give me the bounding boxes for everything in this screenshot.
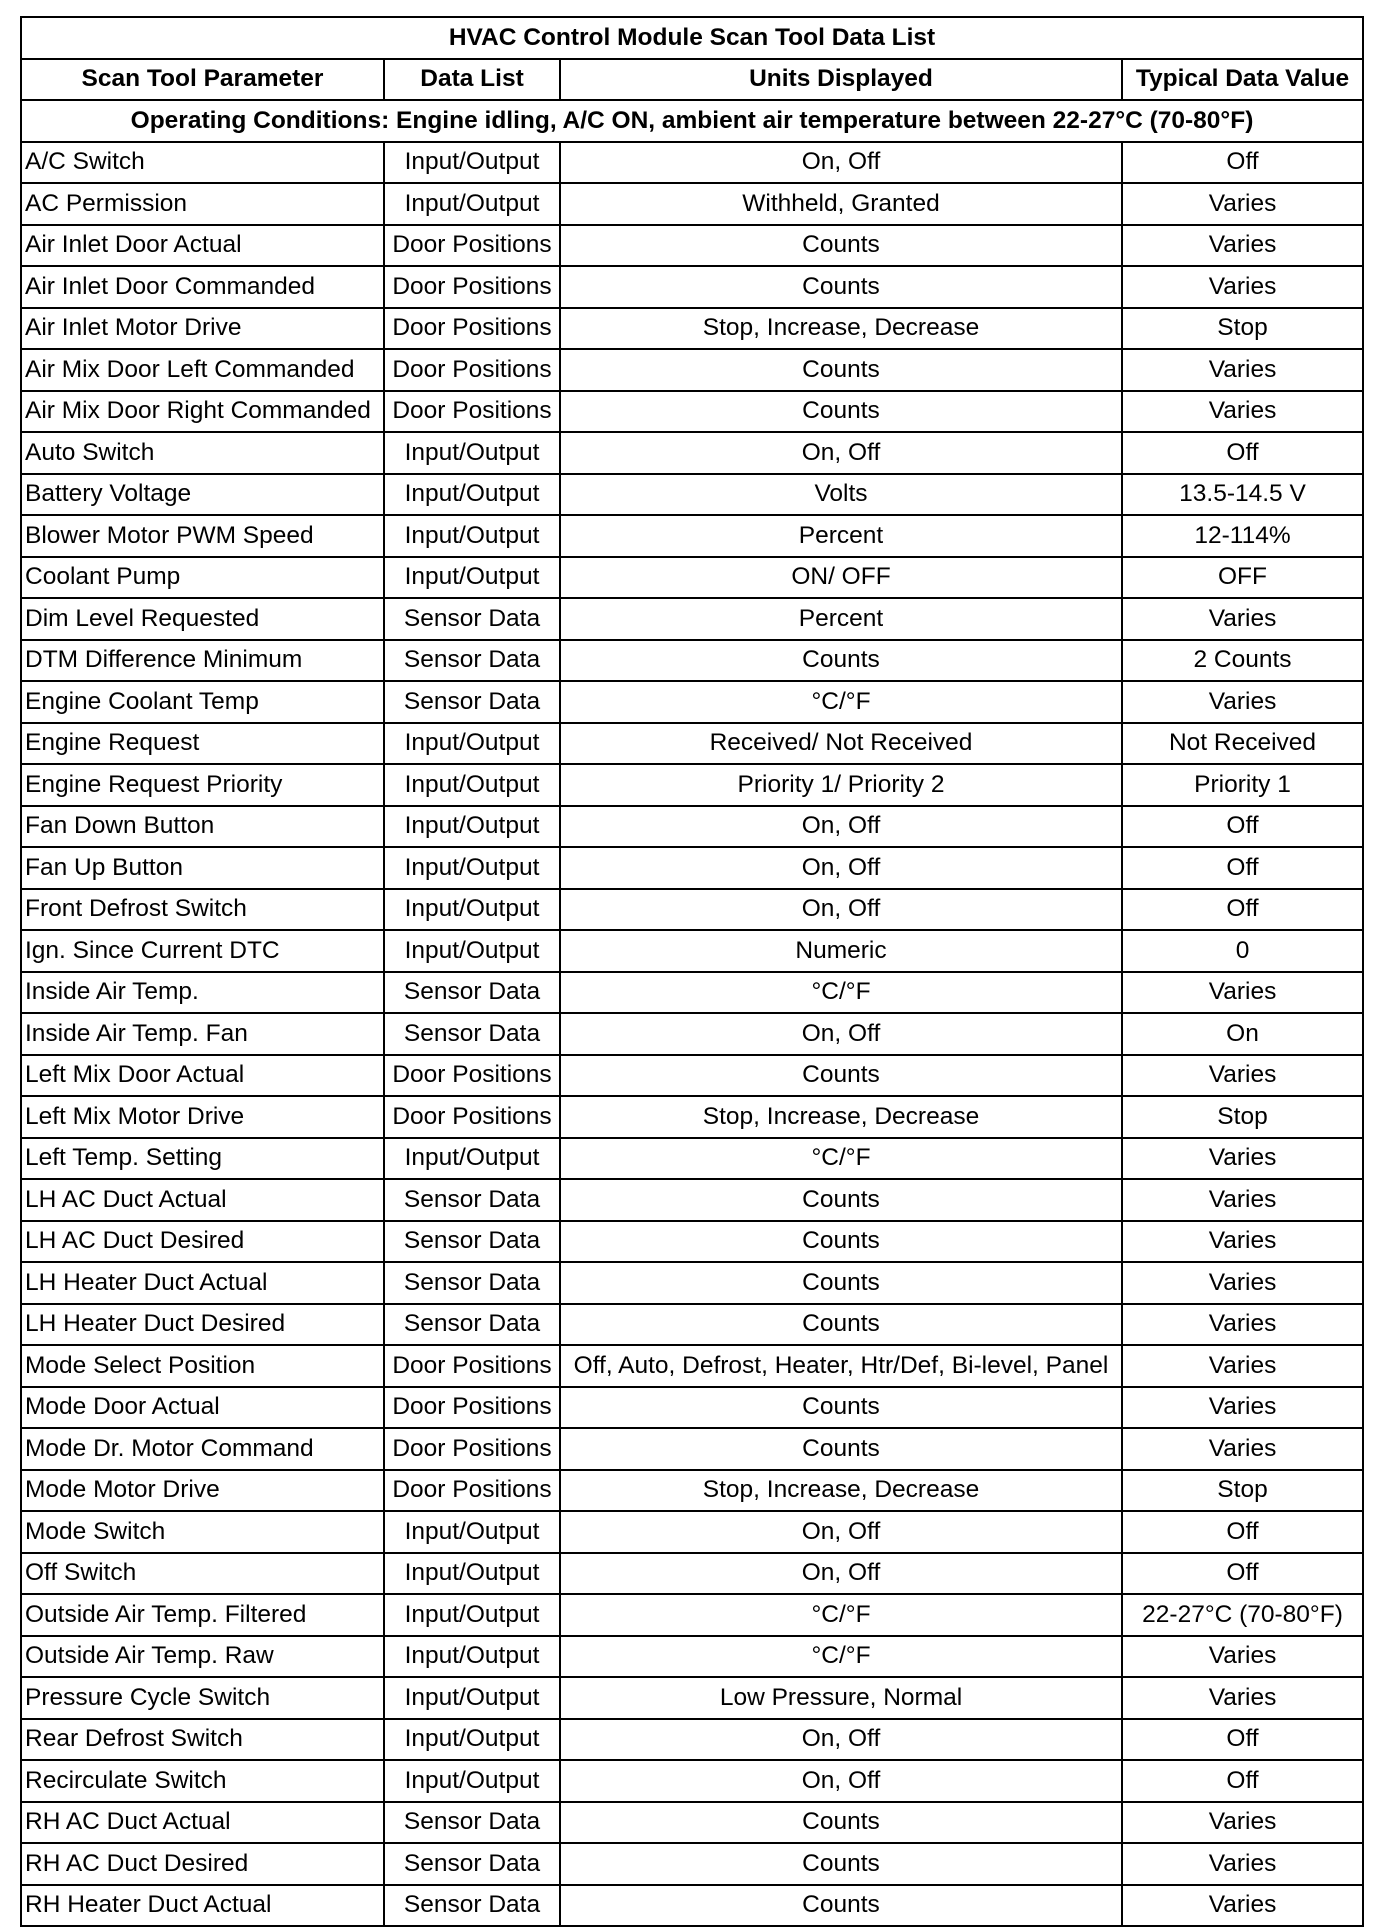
typical-value-cell: Off [1122, 847, 1363, 889]
parameter-cell: Dim Level Requested [21, 598, 384, 640]
units-cell: Stop, Increase, Decrease [560, 308, 1122, 350]
typical-value-cell: Off [1122, 889, 1363, 931]
data-list-cell: Sensor Data [384, 681, 560, 723]
units-cell: Off, Auto, Defrost, Heater, Htr/Def, Bi-level, Panel [560, 1345, 1122, 1387]
typical-value-cell: Off [1122, 1719, 1363, 1761]
table-row [21, 1677, 1363, 1719]
data-list-cell: Door Positions [384, 1055, 560, 1097]
typical-value-cell: Off [1122, 432, 1363, 474]
parameter-cell: Air Inlet Door Commanded [21, 266, 384, 308]
typical-value-cell: Varies [1122, 183, 1363, 225]
table-row [21, 557, 1363, 599]
table-row [21, 391, 1363, 433]
table-row [21, 1843, 1363, 1885]
units-cell: Stop, Increase, Decrease [560, 1470, 1122, 1512]
units-cell: Percent [560, 598, 1122, 640]
table-row [21, 1802, 1363, 1844]
parameter-cell: Inside Air Temp. [21, 972, 384, 1014]
data-list-cell: Door Positions [384, 1428, 560, 1470]
table-row [21, 1553, 1363, 1595]
typical-value-cell: Varies [1122, 1843, 1363, 1885]
units-cell: Counts [560, 1885, 1122, 1927]
table-row [21, 972, 1363, 1014]
units-cell: Counts [560, 1262, 1122, 1304]
units-cell: ON/ OFF [560, 557, 1122, 599]
table-row [21, 474, 1363, 516]
data-list-cell: Door Positions [384, 225, 560, 267]
parameter-cell: Mode Switch [21, 1511, 384, 1553]
parameter-cell: DTM Difference Minimum [21, 640, 384, 682]
typical-value-cell: Off [1122, 1511, 1363, 1553]
parameter-cell: RH AC Duct Desired [21, 1843, 384, 1885]
parameter-cell: Off Switch [21, 1553, 384, 1595]
typical-value-cell: Varies [1122, 681, 1363, 723]
parameter-cell: Air Mix Door Right Commanded [21, 391, 384, 433]
data-list-cell: Input/Output [384, 1511, 560, 1553]
table-row [21, 640, 1363, 682]
typical-value-cell: Varies [1122, 225, 1363, 267]
typical-value-cell: Varies [1122, 349, 1363, 391]
typical-value-cell: Varies [1122, 1885, 1363, 1927]
units-cell: Volts [560, 474, 1122, 516]
table-row [21, 308, 1363, 350]
parameter-cell: Air Inlet Door Actual [21, 225, 384, 267]
parameter-cell: LH AC Duct Desired [21, 1221, 384, 1263]
table-row [21, 432, 1363, 474]
typical-value-cell: Varies [1122, 1636, 1363, 1678]
data-list-cell: Input/Output [384, 1636, 560, 1678]
table-row [21, 723, 1363, 765]
typical-value-cell: OFF [1122, 557, 1363, 599]
typical-value-cell: Varies [1122, 266, 1363, 308]
parameter-cell: Air Inlet Motor Drive [21, 308, 384, 350]
data-list-cell: Sensor Data [384, 1885, 560, 1927]
units-cell: Counts [560, 1179, 1122, 1221]
typical-value-cell: Off [1122, 142, 1363, 184]
typical-value-cell: Priority 1 [1122, 764, 1363, 806]
units-cell: Numeric [560, 930, 1122, 972]
typical-value-cell: Stop [1122, 1470, 1363, 1512]
data-list-cell: Sensor Data [384, 1304, 560, 1346]
title-row [21, 17, 1363, 59]
data-list-cell: Input/Output [384, 806, 560, 848]
parameter-cell: LH Heater Duct Actual [21, 1262, 384, 1304]
table-row [21, 598, 1363, 640]
parameter-cell: Mode Door Actual [21, 1387, 384, 1429]
units-cell: On, Off [560, 1511, 1122, 1553]
data-list-cell: Input/Output [384, 889, 560, 931]
table-row [21, 1262, 1363, 1304]
parameter-cell: Pressure Cycle Switch [21, 1677, 384, 1719]
table-row [21, 681, 1363, 723]
typical-value-cell: On [1122, 1013, 1363, 1055]
parameter-cell: Ign. Since Current DTC [21, 930, 384, 972]
column-header-parameter: Scan Tool Parameter [21, 59, 384, 101]
data-list-cell: Door Positions [384, 391, 560, 433]
table-row [21, 1013, 1363, 1055]
table-row [21, 930, 1363, 972]
parameter-cell: Outside Air Temp. Raw [21, 1636, 384, 1678]
data-list-cell: Input/Output [384, 1594, 560, 1636]
parameter-cell: RH Heater Duct Actual [21, 1885, 384, 1927]
typical-value-cell: Varies [1122, 1221, 1363, 1263]
data-list-cell: Input/Output [384, 142, 560, 184]
parameter-cell: Recirculate Switch [21, 1760, 384, 1802]
table-row [21, 1345, 1363, 1387]
typical-value-cell: Varies [1122, 1262, 1363, 1304]
data-list-cell: Input/Output [384, 1553, 560, 1595]
units-cell: On, Off [560, 889, 1122, 931]
table-row [21, 889, 1363, 931]
typical-value-cell: Varies [1122, 1802, 1363, 1844]
parameter-cell: Engine Coolant Temp [21, 681, 384, 723]
data-list-cell: Sensor Data [384, 1013, 560, 1055]
units-cell: Counts [560, 1428, 1122, 1470]
typical-value-cell: Varies [1122, 1304, 1363, 1346]
parameter-cell: Rear Defrost Switch [21, 1719, 384, 1761]
data-list-cell: Input/Output [384, 1677, 560, 1719]
data-list-cell: Door Positions [384, 1096, 560, 1138]
typical-value-cell: Varies [1122, 391, 1363, 433]
table-row [21, 1179, 1363, 1221]
data-list-cell: Door Positions [384, 349, 560, 391]
table-row [21, 142, 1363, 184]
data-list-cell: Sensor Data [384, 1843, 560, 1885]
parameter-cell: Outside Air Temp. Filtered [21, 1594, 384, 1636]
units-cell: On, Off [560, 1719, 1122, 1761]
typical-value-cell: Varies [1122, 1387, 1363, 1429]
typical-value-cell: 0 [1122, 930, 1363, 972]
data-list-cell: Sensor Data [384, 1221, 560, 1263]
parameter-cell: Inside Air Temp. Fan [21, 1013, 384, 1055]
data-list-document [20, 16, 1362, 1927]
typical-value-cell: Varies [1122, 598, 1363, 640]
table-row [21, 1594, 1363, 1636]
table-row [21, 1511, 1363, 1553]
data-list-cell: Input/Output [384, 764, 560, 806]
data-list-cell: Door Positions [384, 1387, 560, 1429]
parameter-cell: Front Defrost Switch [21, 889, 384, 931]
header-row [21, 59, 1363, 101]
parameter-cell: Coolant Pump [21, 557, 384, 599]
typical-value-cell: Off [1122, 1760, 1363, 1802]
units-cell: On, Off [560, 1013, 1122, 1055]
units-cell: On, Off [560, 432, 1122, 474]
typical-value-cell: Varies [1122, 1138, 1363, 1180]
parameter-cell: Engine Request Priority [21, 764, 384, 806]
table-row [21, 1636, 1363, 1678]
units-cell: Counts [560, 1387, 1122, 1429]
table-row [21, 1719, 1363, 1761]
parameter-cell: Left Mix Motor Drive [21, 1096, 384, 1138]
data-list-cell: Door Positions [384, 266, 560, 308]
data-list-cell: Input/Output [384, 432, 560, 474]
table-row [21, 1387, 1363, 1429]
table-row [21, 806, 1363, 848]
table-row [21, 183, 1363, 225]
units-cell: Counts [560, 266, 1122, 308]
units-cell: On, Off [560, 847, 1122, 889]
data-list-cell: Input/Output [384, 557, 560, 599]
column-header-data-list: Data List [384, 59, 560, 101]
column-header-units: Units Displayed [560, 59, 1122, 101]
parameter-cell: Mode Motor Drive [21, 1470, 384, 1512]
table-row [21, 1055, 1363, 1097]
data-list-cell: Door Positions [384, 1470, 560, 1512]
data-list-cell: Sensor Data [384, 1262, 560, 1304]
units-cell: Counts [560, 1802, 1122, 1844]
units-cell: Counts [560, 391, 1122, 433]
typical-value-cell: Varies [1122, 972, 1363, 1014]
scan-tool-data-table [20, 16, 1364, 1927]
data-list-cell: Input/Output [384, 930, 560, 972]
units-cell: Counts [560, 1304, 1122, 1346]
data-list-cell: Input/Output [384, 515, 560, 557]
typical-value-cell: Not Received [1122, 723, 1363, 765]
parameter-cell: RH AC Duct Actual [21, 1802, 384, 1844]
data-list-cell: Input/Output [384, 474, 560, 516]
units-cell: °C/°F [560, 972, 1122, 1014]
table-row [21, 1428, 1363, 1470]
data-list-cell: Sensor Data [384, 640, 560, 682]
data-list-cell: Input/Output [384, 723, 560, 765]
parameter-cell: Air Mix Door Left Commanded [21, 349, 384, 391]
typical-value-cell: Stop [1122, 308, 1363, 350]
typical-value-cell: Varies [1122, 1345, 1363, 1387]
parameter-cell: Fan Down Button [21, 806, 384, 848]
data-list-cell: Input/Output [384, 847, 560, 889]
parameter-cell: Mode Dr. Motor Command [21, 1428, 384, 1470]
units-cell: °C/°F [560, 1138, 1122, 1180]
typical-value-cell: Stop [1122, 1096, 1363, 1138]
typical-value-cell: Varies [1122, 1055, 1363, 1097]
units-cell: Counts [560, 349, 1122, 391]
operating-conditions-row [21, 100, 1363, 142]
table-row [21, 847, 1363, 889]
parameter-cell: Engine Request [21, 723, 384, 765]
table-row [21, 1096, 1363, 1138]
units-cell: On, Off [560, 1760, 1122, 1802]
units-cell: Percent [560, 515, 1122, 557]
units-cell: Counts [560, 1221, 1122, 1263]
typical-value-cell: Off [1122, 1553, 1363, 1595]
data-list-cell: Input/Output [384, 1138, 560, 1180]
parameter-cell: Left Temp. Setting [21, 1138, 384, 1180]
operating-conditions: Operating Conditions: Engine idling, A/C ON, ambient air temperature between 22-27°C (70-80°F) [21, 100, 1363, 142]
units-cell: Counts [560, 640, 1122, 682]
table-row [21, 1138, 1363, 1180]
parameter-cell: Fan Up Button [21, 847, 384, 889]
units-cell: Received/ Not Received [560, 723, 1122, 765]
typical-value-cell: 13.5-14.5 V [1122, 474, 1363, 516]
units-cell: °C/°F [560, 1636, 1122, 1678]
units-cell: Withheld, Granted [560, 183, 1122, 225]
data-list-cell: Input/Output [384, 183, 560, 225]
table-row [21, 764, 1363, 806]
parameter-cell: Mode Select Position [21, 1345, 384, 1387]
parameter-cell: LH Heater Duct Desired [21, 1304, 384, 1346]
parameter-cell: Left Mix Door Actual [21, 1055, 384, 1097]
data-list-cell: Sensor Data [384, 1179, 560, 1221]
units-cell: Priority 1/ Priority 2 [560, 764, 1122, 806]
table-row [21, 1760, 1363, 1802]
table-row [21, 1304, 1363, 1346]
typical-value-cell: Off [1122, 806, 1363, 848]
table-title: HVAC Control Module Scan Tool Data List [21, 17, 1363, 59]
typical-value-cell: Varies [1122, 1428, 1363, 1470]
units-cell: On, Off [560, 1553, 1122, 1595]
parameter-cell: AC Permission [21, 183, 384, 225]
data-list-cell: Door Positions [384, 1345, 560, 1387]
units-cell: Counts [560, 225, 1122, 267]
typical-value-cell: Varies [1122, 1179, 1363, 1221]
typical-value-cell: Varies [1122, 1677, 1363, 1719]
typical-value-cell: 22-27°C (70-80°F) [1122, 1594, 1363, 1636]
table-row [21, 1221, 1363, 1263]
units-cell: On, Off [560, 806, 1122, 848]
typical-value-cell: 12-114% [1122, 515, 1363, 557]
table-row [21, 1470, 1363, 1512]
units-cell: On, Off [560, 142, 1122, 184]
parameter-cell: A/C Switch [21, 142, 384, 184]
units-cell: Counts [560, 1055, 1122, 1097]
units-cell: °C/°F [560, 681, 1122, 723]
units-cell: Counts [560, 1843, 1122, 1885]
parameter-cell: Battery Voltage [21, 474, 384, 516]
table-row [21, 349, 1363, 391]
parameter-cell: LH AC Duct Actual [21, 1179, 384, 1221]
typical-value-cell: 2 Counts [1122, 640, 1363, 682]
units-cell: Low Pressure, Normal [560, 1677, 1122, 1719]
column-header-typical-value: Typical Data Value [1122, 59, 1363, 101]
table-row [21, 266, 1363, 308]
units-cell: Stop, Increase, Decrease [560, 1096, 1122, 1138]
parameter-cell: Auto Switch [21, 432, 384, 474]
table-row [21, 225, 1363, 267]
data-list-cell: Sensor Data [384, 972, 560, 1014]
data-list-cell: Sensor Data [384, 598, 560, 640]
units-cell: °C/°F [560, 1594, 1122, 1636]
table-row [21, 1885, 1363, 1927]
table-row [21, 515, 1363, 557]
parameter-cell: Blower Motor PWM Speed [21, 515, 384, 557]
data-list-cell: Sensor Data [384, 1802, 560, 1844]
data-list-cell: Input/Output [384, 1760, 560, 1802]
data-list-cell: Door Positions [384, 308, 560, 350]
data-list-cell: Input/Output [384, 1719, 560, 1761]
